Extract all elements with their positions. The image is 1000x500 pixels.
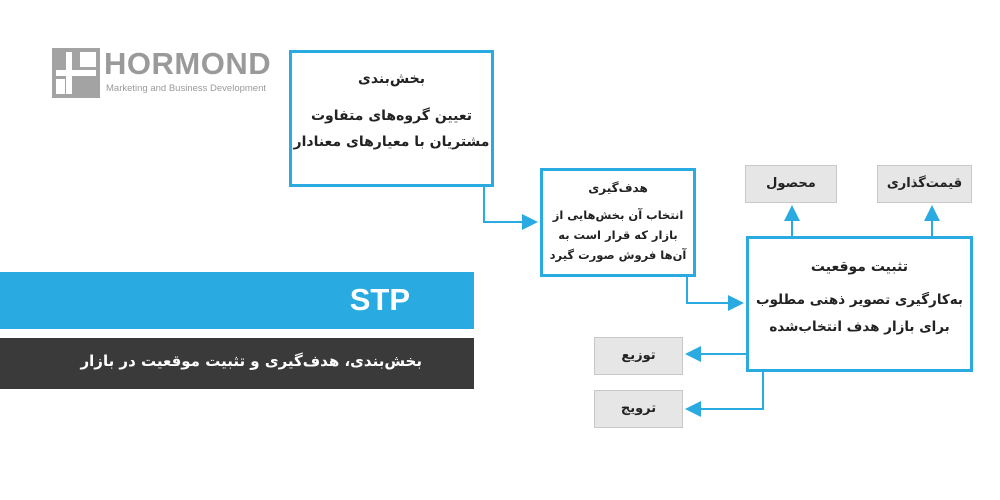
product-box: محصول (745, 165, 837, 203)
targeting-line: آن‌ها فروش صورت گیرد (549, 248, 687, 262)
logo-tagline: Marketing and Business Development (106, 83, 267, 94)
segmentation-line: تعیین گروه‌های متفاوت (310, 108, 473, 124)
targeting-description (543, 205, 693, 265)
banner-subtitle: بخش‌بندی، هدف‌گیری و تثبیت موقعیت در بازار (80, 352, 422, 370)
targeting-line: انتخاب آن بخش‌هایی از (552, 208, 684, 222)
positioning-line: به‌کارگیری تصویر ذهنی مطلوب (756, 292, 963, 308)
positioning-title: تثبیت موقعیت (810, 259, 909, 275)
logo-name: HORMOND (104, 46, 272, 81)
promotion-box: ترویج (594, 390, 683, 428)
targeting-title: هدف‌گیری (588, 181, 648, 195)
distribution-box: توزیع (594, 337, 683, 375)
pricing-box: قیمت‌گذاری (877, 165, 972, 203)
segmentation-description (292, 103, 491, 155)
positioning-box (746, 236, 973, 372)
positioning-line: برای بازار هدف انتخاب‌شده (769, 319, 950, 335)
arrow-seg-to-target (484, 187, 534, 222)
targeting-box (540, 168, 696, 277)
arrow-to-promotion (689, 372, 763, 409)
banner-title: STP (349, 282, 410, 317)
segmentation-box (289, 50, 494, 187)
segmentation-title: بخش‌بندی (357, 71, 426, 87)
targeting-line: بازار که قرار است به (558, 228, 678, 242)
positioning-description (749, 287, 970, 341)
segmentation-line: مشتریان با معیارهای معنادار (293, 134, 490, 150)
arrow-target-to-position (687, 277, 740, 303)
